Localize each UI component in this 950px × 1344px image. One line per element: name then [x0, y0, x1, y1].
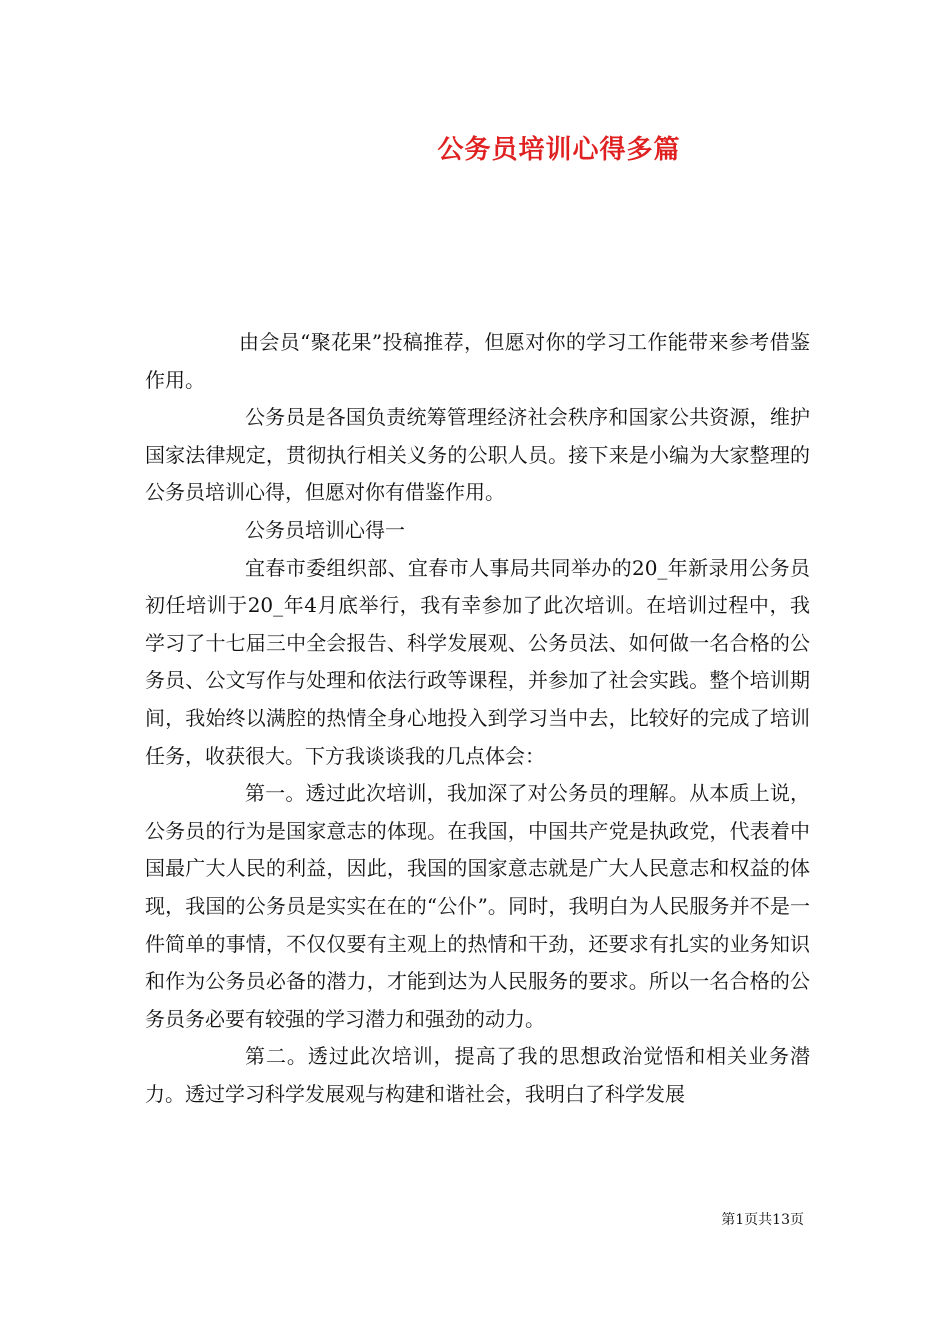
section-heading-one: 公务员培训心得一: [245, 517, 405, 542]
document-title: 公务员培训心得多篇: [437, 135, 681, 165]
paragraph-intro: 由会员“聚花果”投稿推荐，但愿对你的学习工作能带来参考借鉴作用。: [145, 330, 810, 392]
document-body: [145, 324, 810, 1113]
page-number: 第1页共13页: [721, 1212, 804, 1228]
paragraph-point-one: 第一。透过此次培训，我加深了对公务员的理解。从本质上说，公务员的行为是国家意志的体现。在我国，中国共产党是执政党，代表着中国最广大人民的利益，因此，我国的国家意志就是广大人民意志和权益的体现，我国的公务员是实实在在的“公仆”。同时，我明白为人民服务并不是一件简单的事情，不仅仅要有主观上的热情和干劲，还要求有扎实的业务知识和作为公务员必备的潜力，才能到达为人民服务的要求。所以一名合格的公务员务必要有较强的学习潜力和强劲的动力。: [145, 781, 810, 1031]
paragraph-training-overview: 宜春市委组织部、宜春市人事局共同举办的20_年新录用公务员初任培训于20_年4月底举行，我有幸参加了此次培训。在培训过程中，我学习了十七届三中全会报告、科学发展观、公务员法、如何做一名合格的公务员、公文写作与处理和依法行政等课程，并参加了社会实践。整个培训期间，我始终以满腔的热情全身心地投入到学习当中去，比较好的完成了培训任务，收获很大。下方我谈谈我的几点体会：: [145, 555, 810, 768]
paragraph-definition: 公务员是各国负责统筹管理经济社会秩序和国家公共资源，维护国家法律规定，贯彻执行相关义务的公职人员。接下来是小编为大家整理的公务员培训心得，但愿对你有借鉴作用。: [145, 405, 810, 505]
paragraph-point-two: 第二。透过此次培训，提高了我的思想政治觉悟和相关业务潜力。透过学习科学发展观与构建和谐社会，我明白了科学发展: [145, 1044, 810, 1106]
